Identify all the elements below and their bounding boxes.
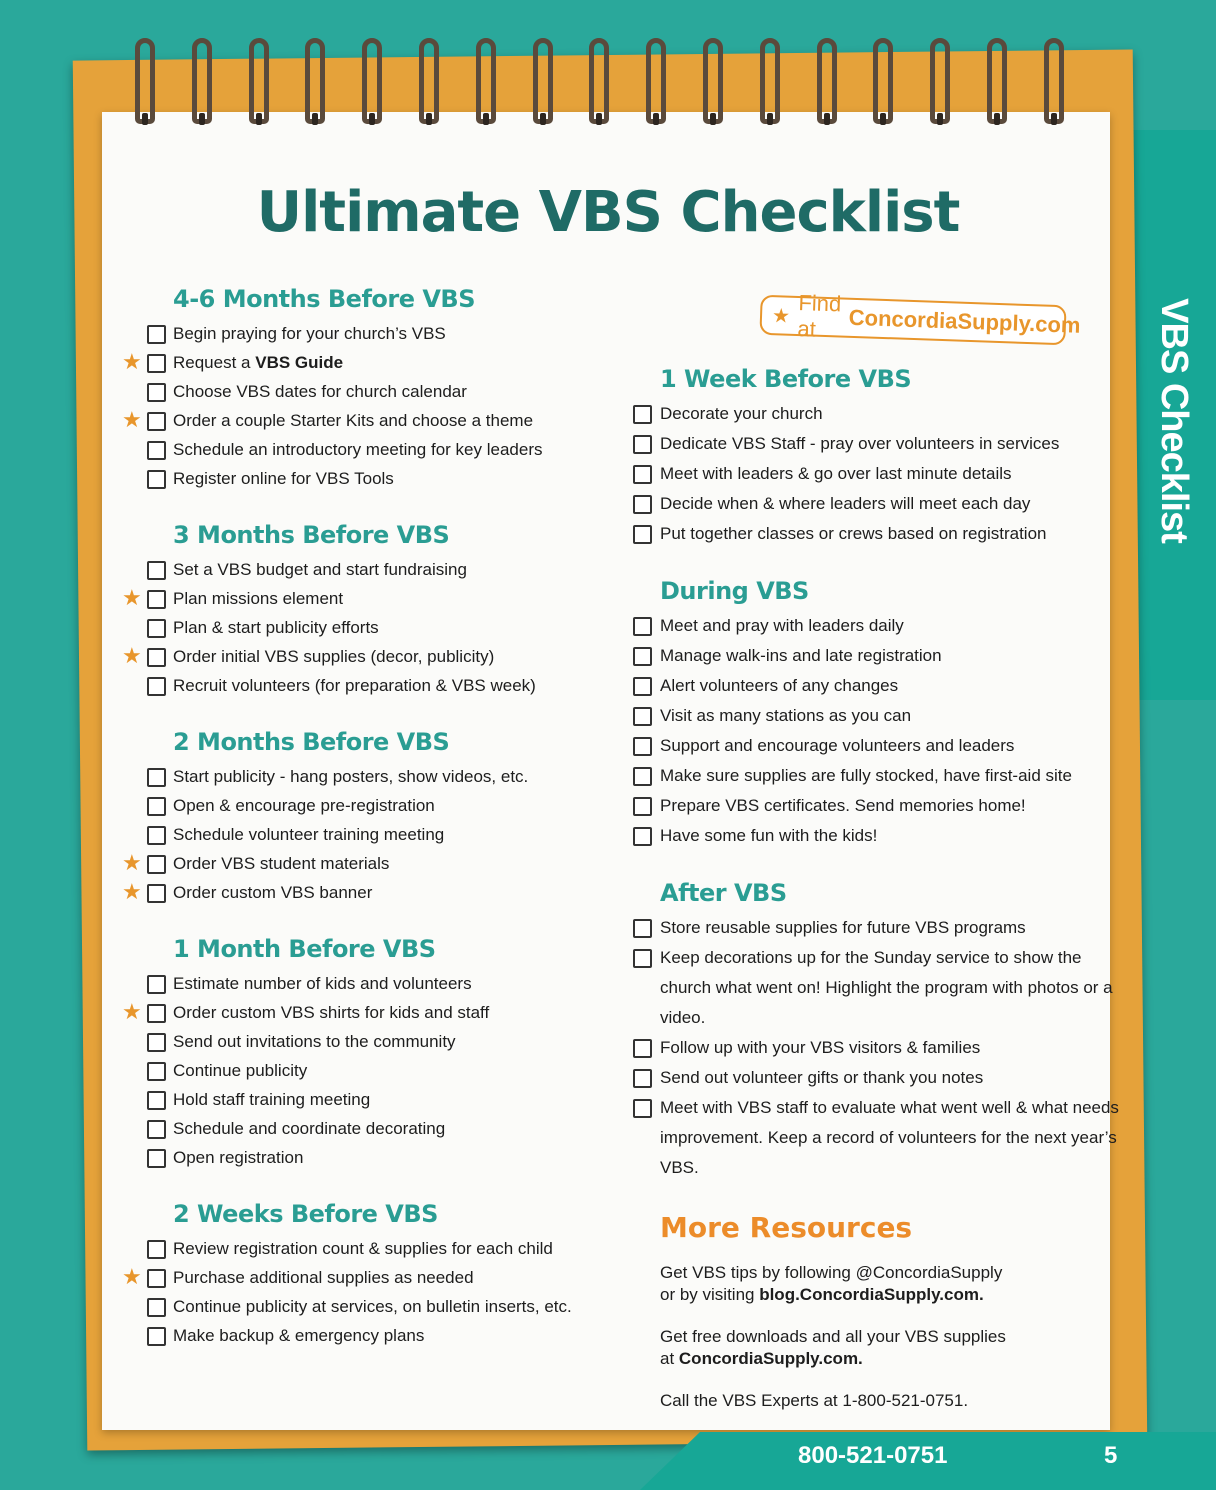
item-text: Recruit volunteers (for preparation & VBS week) <box>173 676 536 695</box>
item-text: Choose VBS dates for church calendar <box>173 382 467 401</box>
badge-prefix: Find at <box>797 290 842 342</box>
checkbox[interactable] <box>147 1327 166 1346</box>
item-text: Review registration count & supplies for each child <box>173 1239 553 1258</box>
checklist-item[interactable] <box>120 998 620 1027</box>
blog-link[interactable]: blog.ConcordiaSupply.com. <box>759 1285 984 1304</box>
checklist-item[interactable] <box>120 1143 620 1172</box>
checkbox[interactable] <box>147 590 166 609</box>
section-title: 3 Months Before VBS <box>173 521 450 549</box>
star-icon: ★ <box>122 407 142 432</box>
star-icon: ★ <box>122 879 142 904</box>
checklist-item[interactable] <box>630 671 1120 701</box>
item-text: Estimate number of kids and volunteers <box>173 974 472 993</box>
checklist-item[interactable] <box>630 429 1120 459</box>
checkbox[interactable] <box>147 797 166 816</box>
section-title: 2 Weeks Before VBS <box>173 1200 438 1228</box>
page-title: Ultimate VBS Checklist <box>256 180 960 245</box>
checkbox[interactable] <box>147 470 166 489</box>
checklist-item[interactable] <box>120 1292 620 1321</box>
item-text: Open registration <box>173 1148 304 1167</box>
item-text: Store reusable supplies for future VBS programs <box>660 918 1026 937</box>
checkbox[interactable] <box>633 919 652 938</box>
checklist-item[interactable] <box>120 671 620 700</box>
checklist-item[interactable] <box>120 435 620 464</box>
coil-ring <box>419 38 439 124</box>
item-text: Order a couple Starter Kits and choose a theme <box>173 411 534 430</box>
checkbox[interactable] <box>633 1039 652 1058</box>
resource-text: Get VBS tips by following @ConcordiaSupply <box>660 1263 1003 1282</box>
checklist-item[interactable] <box>120 820 620 849</box>
checkbox[interactable] <box>633 617 652 636</box>
item-text: Plan & start publicity efforts <box>173 618 379 637</box>
right-column <box>630 365 1120 1432</box>
item-text: Schedule and coordinate decorating <box>173 1119 446 1138</box>
star-icon: ★ <box>122 999 142 1024</box>
checklist-item[interactable] <box>120 1114 620 1143</box>
checkbox[interactable] <box>633 737 652 756</box>
checkbox[interactable] <box>147 1033 166 1052</box>
checklist-item[interactable] <box>630 611 1120 641</box>
coil-ring <box>817 38 837 124</box>
checklist-item[interactable] <box>120 969 620 998</box>
more-resources-title: More Resources <box>660 1211 913 1244</box>
checklist-item[interactable] <box>120 613 620 642</box>
section-title: 2 Months Before VBS <box>173 728 450 756</box>
item-text: Have some fun with the kids! <box>660 826 878 845</box>
star-icon: ★ <box>122 585 142 610</box>
item-text: Continue publicity <box>173 1061 308 1080</box>
left-column <box>120 285 620 1378</box>
star-icon: ★ <box>122 1264 142 1289</box>
checkbox[interactable] <box>633 435 652 454</box>
coil-ring <box>476 38 496 124</box>
section-title: 1 Week Before VBS <box>660 365 912 393</box>
coil-ring <box>589 38 609 124</box>
checkbox[interactable] <box>633 797 652 816</box>
checklist-item[interactable] <box>120 406 620 435</box>
checklist-item[interactable] <box>120 555 620 584</box>
page-number: 5 <box>1104 1442 1118 1469</box>
item-text: Order VBS student materials <box>173 854 390 873</box>
resource-tips <box>660 1262 1120 1306</box>
checkbox[interactable] <box>147 975 166 994</box>
checkbox[interactable] <box>633 677 652 696</box>
checkbox[interactable] <box>147 1298 166 1317</box>
item-text: Send out volunteer gifts or thank you notes <box>660 1068 984 1087</box>
item-text: Decorate your church <box>660 404 823 423</box>
coil-ring <box>873 38 893 124</box>
coil-ring <box>305 38 325 124</box>
item-text: Order initial VBS supplies (decor, publicity) <box>173 647 495 666</box>
coil-ring <box>646 38 666 124</box>
checklist-item[interactable] <box>120 1056 620 1085</box>
coil-ring <box>192 38 212 124</box>
checkbox[interactable] <box>633 465 652 484</box>
coil-ring <box>930 38 950 124</box>
coil-ring <box>1044 38 1064 124</box>
checkbox[interactable] <box>147 325 166 344</box>
checklist-section <box>630 879 1120 1183</box>
star-icon: ★ <box>122 850 142 875</box>
item-text: Send out invitations to the community <box>173 1032 456 1051</box>
checkbox[interactable] <box>147 619 166 638</box>
checkbox[interactable] <box>633 495 652 514</box>
item-text: Manage walk-ins and late registration <box>660 646 942 665</box>
coil-ring <box>362 38 382 124</box>
checkbox[interactable] <box>147 1269 166 1288</box>
star-icon: ★ <box>122 643 142 668</box>
item-text: Meet with VBS staff to evaluate what went well & what needs improvement. Keep a record of volunteers for the next year’s VBS. <box>660 1098 1119 1177</box>
checkbox[interactable] <box>633 1099 652 1118</box>
section-title: 4-6 Months Before VBS <box>173 285 475 313</box>
resource-text: or by visiting <box>660 1285 760 1304</box>
checkbox[interactable] <box>147 441 166 460</box>
checkbox[interactable] <box>147 1120 166 1139</box>
side-label: VBS Checklist <box>1152 297 1195 543</box>
checklist-item[interactable] <box>120 878 620 907</box>
checklist-item[interactable] <box>120 348 620 377</box>
checklist-section <box>120 1200 620 1350</box>
resource-text: at <box>660 1349 679 1368</box>
checkbox[interactable] <box>633 647 652 666</box>
coil-ring <box>249 38 269 124</box>
checklist-item[interactable] <box>630 913 1120 943</box>
item-text: Keep decorations up for the Sunday service to show the church what went on! Highlight the program with photos or a video. <box>660 948 1113 1027</box>
resource-text: Get free downloads and all your VBS supplies <box>660 1327 1006 1346</box>
section-title: 1 Month Before VBS <box>173 935 436 963</box>
item-text: Continue publicity at services, on bulletin inserts, etc. <box>173 1297 572 1316</box>
checklist-item[interactable] <box>630 821 1120 851</box>
checklist-item[interactable] <box>630 791 1120 821</box>
checkbox[interactable] <box>147 1240 166 1259</box>
checklist-item[interactable] <box>120 762 620 791</box>
checklist-item[interactable] <box>630 943 1120 1033</box>
checkbox[interactable] <box>147 1149 166 1168</box>
item-text: Open & encourage pre-registration <box>173 796 435 815</box>
checklist-item[interactable] <box>120 377 620 406</box>
resource-downloads <box>660 1326 1120 1370</box>
coil-ring <box>760 38 780 124</box>
item-text: Visit as many stations as you can <box>660 706 912 725</box>
more-resources <box>630 1211 1120 1412</box>
checkbox[interactable] <box>633 525 652 544</box>
checkbox[interactable] <box>147 826 166 845</box>
checklist-item[interactable] <box>630 399 1120 429</box>
item-text: Meet and pray with leaders daily <box>660 616 904 635</box>
item-text: Prepare VBS certificates. Send memories home! <box>660 796 1026 815</box>
checkbox[interactable] <box>147 1062 166 1081</box>
checklist-item[interactable] <box>120 1234 620 1263</box>
item-text: Dedicate VBS Staff - pray over volunteers in services <box>660 434 1060 453</box>
checklist-item[interactable] <box>120 319 620 348</box>
checklist-item[interactable] <box>630 641 1120 671</box>
checklist-item[interactable] <box>120 1085 620 1114</box>
section-title: After VBS <box>660 879 787 907</box>
item-text: Support and encourage volunteers and leaders <box>660 736 1015 755</box>
coil-ring <box>703 38 723 124</box>
checklist-item[interactable] <box>630 489 1120 519</box>
item-text: Register online for VBS Tools <box>173 469 394 488</box>
checkbox[interactable] <box>633 767 652 786</box>
checkbox[interactable] <box>147 354 166 373</box>
checklist-item[interactable] <box>630 1033 1120 1063</box>
checkbox[interactable] <box>147 561 166 580</box>
checklist-item[interactable] <box>630 1093 1120 1183</box>
checklist-item[interactable] <box>120 1263 620 1292</box>
site-link[interactable]: ConcordiaSupply.com. <box>678 1349 863 1368</box>
checkbox[interactable] <box>147 412 166 431</box>
resource-call: Call the VBS Experts at 1-800-521-0751. <box>660 1391 969 1410</box>
checklist-section <box>630 577 1120 851</box>
checklist-item[interactable] <box>630 459 1120 489</box>
checkbox[interactable] <box>147 1091 166 1110</box>
checkbox[interactable] <box>147 1004 166 1023</box>
checkbox[interactable] <box>633 1069 652 1088</box>
item-text: Put together classes or crews based on registration <box>660 524 1047 543</box>
checklist-item[interactable] <box>120 791 620 820</box>
checklist-section <box>120 521 620 700</box>
checklist-item[interactable] <box>120 1321 620 1350</box>
checklist-item[interactable] <box>120 849 620 878</box>
item-text: Schedule an introductory meeting for key leaders <box>173 440 543 459</box>
item-text: Follow up with your VBS visitors & families <box>660 1038 981 1057</box>
checkbox[interactable] <box>147 648 166 667</box>
checkbox[interactable] <box>633 405 652 424</box>
checklist-item[interactable] <box>630 731 1120 761</box>
item-text: Alert volunteers of any changes <box>660 676 899 695</box>
checklist-item[interactable] <box>120 642 620 671</box>
checkbox[interactable] <box>147 677 166 696</box>
checklist-section <box>120 728 620 907</box>
checklist-section <box>120 285 620 493</box>
item-text: Order custom VBS banner <box>173 883 373 902</box>
star-icon: ★ <box>122 349 142 374</box>
item-text: Begin praying for your church’s VBS <box>173 324 446 343</box>
checkbox[interactable] <box>147 855 166 874</box>
checkbox[interactable] <box>147 383 166 402</box>
item-text: Request a <box>173 353 256 372</box>
item-text: Make backup & emergency plans <box>173 1326 425 1345</box>
item-text-bold: VBS Guide <box>255 353 344 372</box>
checkbox[interactable] <box>147 768 166 787</box>
checklist-section <box>120 935 620 1172</box>
item-text: Plan missions element <box>173 589 344 608</box>
checklist-item[interactable] <box>120 584 620 613</box>
item-text: Set a VBS budget and start fundraising <box>173 560 467 579</box>
checklist-item[interactable] <box>630 1063 1120 1093</box>
checkbox[interactable] <box>633 707 652 726</box>
checklist-item[interactable] <box>120 1027 620 1056</box>
footer-phone: 800-521-0751 <box>798 1442 948 1469</box>
section-title: During VBS <box>660 577 809 605</box>
checkbox[interactable] <box>147 884 166 903</box>
star-icon: ★ <box>771 304 791 328</box>
coil-ring <box>135 38 155 124</box>
item-text: Make sure supplies are fully stocked, have first-aid site <box>660 766 1072 785</box>
item-text: Hold staff training meeting <box>173 1090 371 1109</box>
checklist-item[interactable] <box>120 464 620 493</box>
coil-ring <box>987 38 1007 124</box>
checklist-item[interactable] <box>630 701 1120 731</box>
checklist-item[interactable] <box>630 761 1120 791</box>
badge-site: ConcordiaSupply.com <box>848 304 1081 338</box>
checkbox[interactable] <box>633 827 652 846</box>
item-text: Purchase additional supplies as needed <box>173 1268 474 1287</box>
item-text: Meet with leaders & go over last minute details <box>660 464 1012 483</box>
item-text: Order custom VBS shirts for kids and staff <box>173 1003 490 1022</box>
item-text: Schedule volunteer training meeting <box>173 825 445 844</box>
item-text: Start publicity - hang posters, show videos, etc. <box>173 767 529 786</box>
coil-ring <box>533 38 553 124</box>
checklist-section <box>630 365 1120 549</box>
item-text: Decide when & where leaders will meet each day <box>660 494 1031 513</box>
checklist-item[interactable] <box>630 519 1120 549</box>
checkbox[interactable] <box>633 949 652 968</box>
